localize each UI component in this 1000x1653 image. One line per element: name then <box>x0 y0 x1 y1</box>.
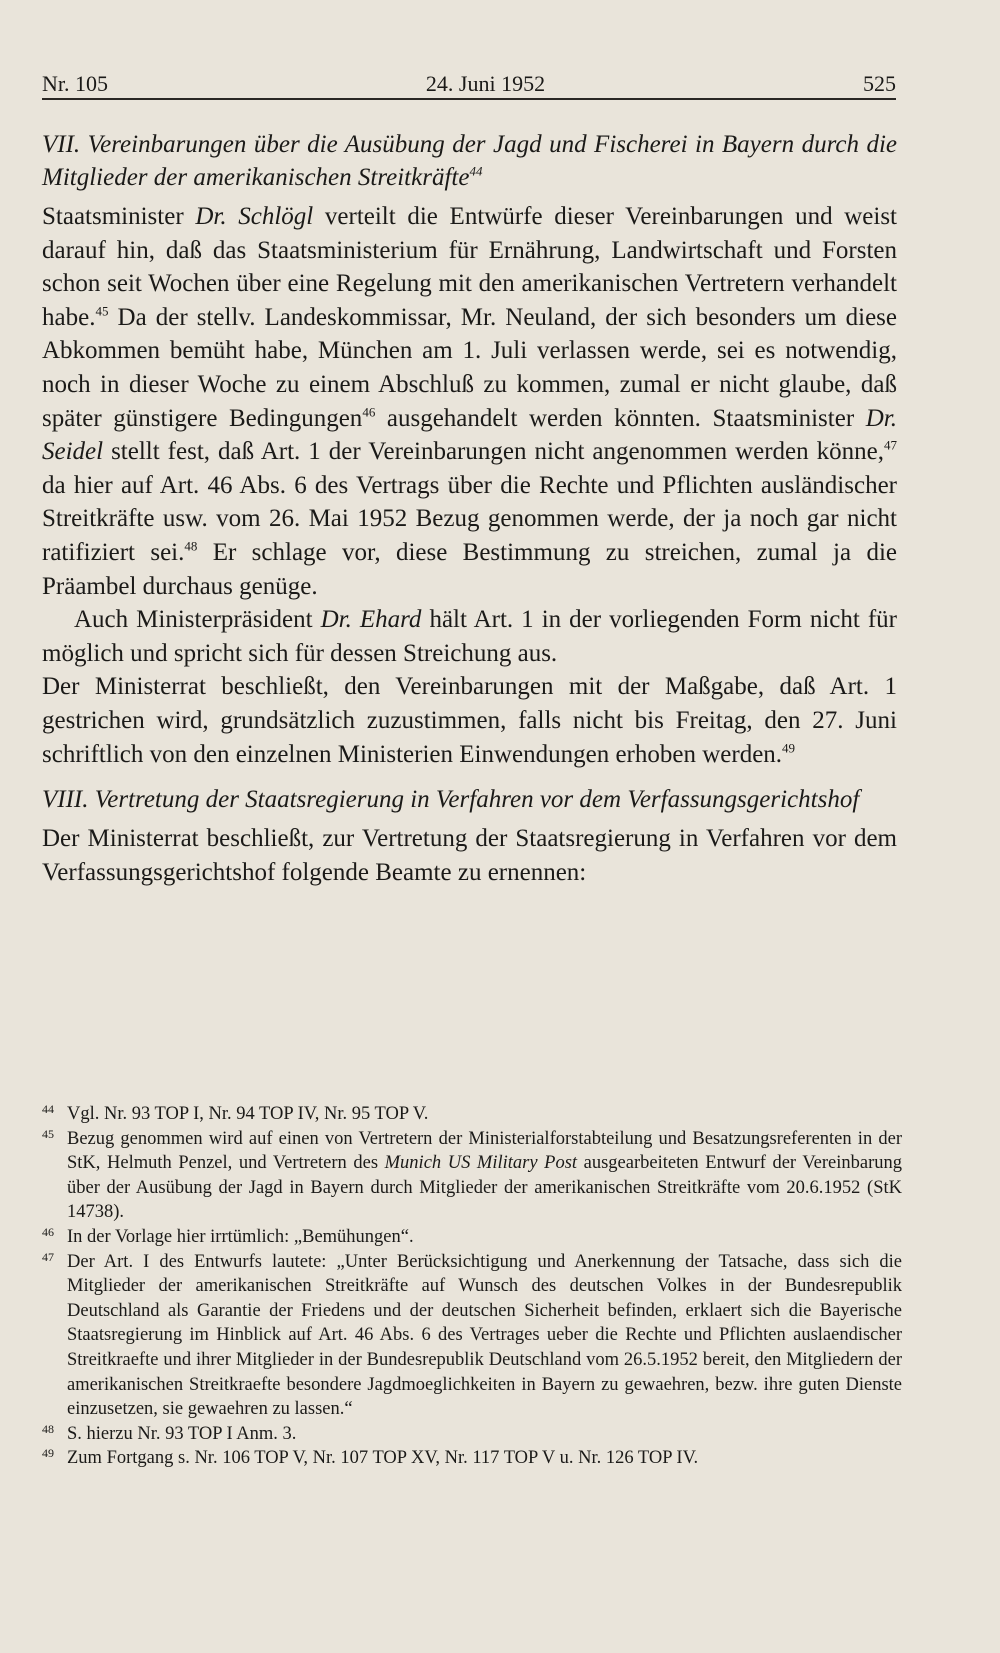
footnote-ref-46[interactable]: 46 <box>362 404 376 420</box>
footnote-44 <box>42 1102 902 1127</box>
footnote-number: 44 <box>42 1102 54 1116</box>
minister-name-seidel: Dr. Seidel <box>42 404 897 466</box>
footnote-number: 45 <box>42 1126 54 1141</box>
minister-name-ehard: Dr. Ehard <box>320 606 422 634</box>
footnote-text: Bezug genommen wird auf einen von Vertretern der Ministerialforstabteilung und Besatzungsreferenten in der StK, Helmuth Penzel, und Vertretern des Munich US Military Post ausgearbeiteten Entwurf der Vereinbarung über der Ausübung der Jagd in Bayern durch Mitglieder der amerikanischen Streitkräfte vom 20.6.1952 (StK 14738). <box>67 1128 902 1223</box>
footnote-ref-48[interactable]: 48 <box>184 538 198 554</box>
footnote-number: 47 <box>42 1249 54 1264</box>
section-viii-heading: VIII. Vertretung der Staatsregierung in Verfahren vor dem Verfassungsgerichtshof <box>42 786 860 814</box>
footnote-text: In der Vorlage hier irrtümlich: „Bemühungen“. <box>67 1226 414 1247</box>
section-vii-heading: VII. Vereinbarungen über die Ausübung der Jagd und Fischerei in Bayern durch die Mitglieder der amerikanischen Streitkräfte$^{44}$ <box>42 131 897 191</box>
section-vii-paragraph-2: Auch Ministerpräsident Dr. Ehard hält Art. 1 in der vorliegenden Form nicht für möglich und spricht sich für dessen Streichung aus. <box>42 606 897 667</box>
footnotes <box>42 1102 902 1471</box>
header-rule <box>42 98 896 100</box>
section-vii-resolution: Der Ministerrat beschließt, den Vereinbarungen mit der Maßgabe, daß Art. 1 gestrichen wird, grundsätzlich zuzustimmen, falls nicht bis Freitag, den 27. Juni schriftlich von den einzelnen Ministerien Einwendungen erhoben werden.$^{49}$ <box>42 673 897 768</box>
footnote-number: 46 <box>42 1224 54 1239</box>
section-viii-paragraph-1: Der Ministerrat beschließt, zur Vertretung der Staatsregierung in Verfahren vor dem Verfassungsgerichtshof folgende Beamte zu ernennen: <box>42 825 897 886</box>
footnote-number: 48 <box>42 1421 54 1436</box>
footnote-ref-47[interactable]: 47 <box>884 437 897 453</box>
footnote-text: Vgl. Nr. 93 TOP I, Nr. 94 TOP IV, Nr. 95 TOP V. <box>67 1104 429 1124</box>
footnote-49 <box>42 1446 902 1471</box>
header-date: 24. Juni 1952 <box>425 71 546 96</box>
footnote-46 <box>42 1225 902 1250</box>
footnote-text: Der Art. I des Entwurfs lautete: „Unter Berücksichtigung und Anerkennung der Tatsache, dass sich die Mitglieder der amerikanischen Streitkräfte auf Wunsch des deutschen Volkes in der Bundesrepublik Deutschland als Garantie der Friedens und der deutschen Sicherheit befinden, erklaert sich die Bayerische Staatsregierung im Hinblick auf Art. 46 Abs. 6 des Vertrages ueber die Rechte und Pflichten auslaendischer Streitkraefte und ihrer Mitglieder in der Bundesrepublik Deutschland vom 26.5.1952 bereit, den Mitgliedern der amerikanischen Streitkraefte besondere Jagdmoeglichkeiten in Bayern zu gewaehren, bezw. ihre guten Dienste einzusetzen, sie gewaehren zu lassen.“ <box>67 1251 902 1420</box>
main-text <box>42 128 897 889</box>
minister-name-schloegl: Dr. Schlögl <box>195 203 314 230</box>
footnote-48 <box>42 1422 902 1447</box>
footnote-ref-45[interactable]: 45 <box>95 303 109 319</box>
document-number: Nr. 105 <box>42 71 108 96</box>
footnote-45 <box>42 1127 902 1225</box>
footnote-ref-44[interactable]: 44 <box>469 163 483 179</box>
footnote-text: S. hierzu Nr. 93 TOP I Anm. 3. <box>67 1423 297 1444</box>
footnote-number: 49 <box>42 1446 54 1461</box>
footnote-ref-49[interactable]: 49 <box>782 740 796 756</box>
page-number: 525 <box>863 71 896 96</box>
running-header <box>42 63 896 97</box>
footnote-47 <box>42 1250 902 1422</box>
footnote-text: Zum Fortgang s. Nr. 106 TOP V, Nr. 107 TOP XV, Nr. 117 TOP V u. Nr. 126 TOP IV. <box>67 1448 699 1469</box>
section-vii-paragraph-1: Staatsminister Dr. Schlögl verteilt die Entwürfe dieser Vereinbarungen und weist darauf hin, daß das Staatsministerium für Ernährung, Landwirtschaft und Forsten schon seit Wochen über eine Regelung mit den amerikanischen Vertretern verhandelt habe.$^{45}$ Da der stellv. Landeskommissar, Mr. Neuland, der sich besonders um diese Abkommen bemüht habe, München am 1. Juli verlassen werde, sei es notwendig, noch in dieser Woche zu einem Abschluß zu kommen, zumal er nicht glaube, daß später günstigere Bedingungen$^{46}$ ausgehandelt werden könnten. Staatsminister Dr. Seidel stellt fest, daß Art. 1 der Vereinbarungen nicht angenommen werden könne,$^{47}$ da hier auf Art. 46 Abs. 6 des Vertrags über die Rechte und Pflichten ausländischer Streitkräfte usw. vom 26. Mai 1952 Bezug genommen werde, der ja noch gar nicht ratifiziert sei.$^{48}$ Er schlage vor, diese Bestimmung zu streichen, zumal ja die Präambel durchaus genüge. <box>42 203 898 600</box>
